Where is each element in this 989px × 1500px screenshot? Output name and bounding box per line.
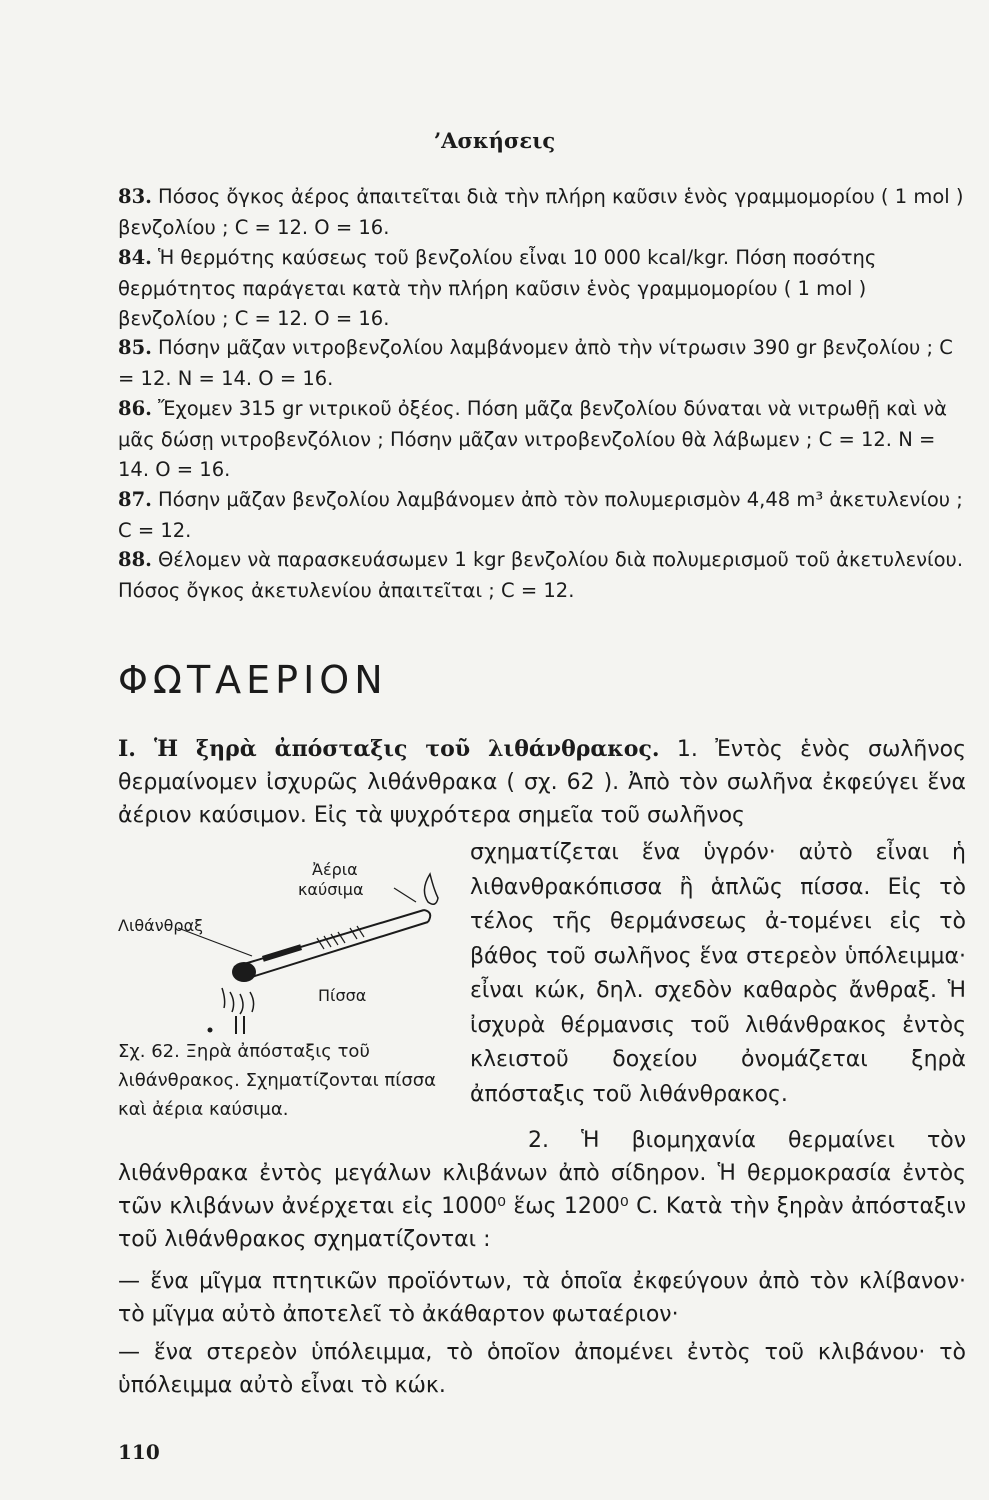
exercise-85 xyxy=(118,333,966,394)
section1-para2: 2. Ἡ βιομηχανία θερμαίνει τὸν λιθάνθρακα ἐντὸς μεγάλων κλιβάνων ἀπὸ σίδηρον. Ἡ θερμοκρασία ἐντὸς τῶν κλιβάνων ἀνέρχεται εἰς 1000⁰ ἕως 1200⁰ C. Κατὰ τὴν ξηρὰν ἀπόσταξιν τοῦ λιθάνθρακος σχηματίζονται : xyxy=(118,1128,966,1252)
exercise-88 xyxy=(118,545,966,606)
exercise-83 xyxy=(118,182,966,243)
section1-right-column: σχηματίζεται ἕνα ὑγρόν· αὐτὸ εἶναι ἡ λιθανθρακόπισσα ἢ ἁπλῶς πίσσα. Εἰς τὸ τέλος τῆς θερμάνσεως ἀ-τομένει εἰς τὸ βάθος τοῦ σωλῆνος ἕνα στερεὸν ὑπόλειμμα· εἶναι κώκ, δηλ. σχεδὸν καθαρὸς ἄνθραξ. Ἡ ἰσχυρὰ θέρμανσις τοῦ λιθάνθρακος ἐντὸς κλειστοῦ δοχείου ὀνομάζεται ξηρὰ ἀπόσταξις τοῦ λιθάνθρακος. xyxy=(470,840,966,1107)
exercise-number: 87. xyxy=(118,488,152,511)
exercise-number: 86. xyxy=(118,397,152,420)
figure-caption: Σχ. 62. Ξηρὰ ἀπόσταξις τοῦ λιθάνθρακος. Σχηματίζονται πίσσα καὶ ἀέρια καύσιμα. xyxy=(118,1041,437,1120)
exercise-number: 84. xyxy=(118,246,152,269)
label-coal: Λιθάνθραξ xyxy=(118,916,204,935)
exercise-text: Πόσος ὄγκος ἀέρος ἀπαιτεῖται διὰ τὴν πλήρη καῦσιν ἑνὸς γραμμομορίου ( 1 mol ) βενζολίου ; C = 12. O = 16. xyxy=(118,185,964,239)
exercise-86 xyxy=(118,394,966,486)
section-heading: ’Ασκήσεις xyxy=(433,128,556,153)
section1-intro xyxy=(118,733,966,832)
exercise-number: 83. xyxy=(118,185,152,208)
exercise-number: 85. xyxy=(118,336,152,359)
figure-62 xyxy=(112,852,452,1037)
label-gases-line1: Ἀέρια xyxy=(312,860,358,879)
exercise-87 xyxy=(118,485,966,546)
retort-illustration xyxy=(112,852,452,1037)
burner-flame-icon xyxy=(222,988,254,1014)
exercise-text: Ἔχομεν 315 gr νιτρικοῦ ὀξέος. Πόση μᾶζα βενζολίου δύναται νὰ νιτρωθῇ καὶ νὰ μᾶς δώσῃ νιτροβενζόλιον ; Πόσην μᾶζαν νιτροβενζολίου θὰ λάβωμεν ; C = 12. N = 14. O = 16. xyxy=(118,397,947,481)
exercise-84 xyxy=(118,243,966,335)
bullet-volatile-products: — ἕνα μῖγμα πτητικῶν προϊόντων, τὰ ὁποῖα ἐκφεύγουν ἀπὸ τὸν κλίβανον· τὸ μῖγμα αὐτὸ ἀποτελεῖ τὸ ἀκάθαρτον φωταέριον· xyxy=(118,1269,966,1327)
exercise-text: Ἡ θερμότης καύσεως τοῦ βενζολίου εἶναι 10 000 kcal/kgr. Πόση ποσότης θερμότητος παράγεται κατὰ τὴν πλήρη καῦσιν ἑνὸς γραμμομορίου ( 1 mol ) βενζολίου ; C = 12. O = 16. xyxy=(118,246,877,330)
exercise-number: 88. xyxy=(118,548,152,571)
page-number: 110 xyxy=(118,1440,160,1464)
exercise-text: Πόσην μᾶζαν βενζολίου λαμβάνομεν ἀπὸ τὸν πολυμερισμὸν 4,48 m³ ἀκετυλενίου ; C = 12. xyxy=(118,488,963,542)
label-tar: Πίσσα xyxy=(318,986,367,1005)
exercise-text: Θέλομεν νὰ παρασκευάσωμεν 1 kgr βενζολίου διὰ πολυμερισμοῦ τοῦ ἀκετυλενίου. Πόσος ὄγκος ἀκετυλενίου ἀπαιτεῖται ; C = 12. xyxy=(118,548,964,602)
exercise-text: Πόσην μᾶζαν νιτροβενζολίου λαμβάνομεν ἀπὸ τὴν νίτρωσιν 390 gr βενζολίου ; C = 12. N = 14. O = 16. xyxy=(118,336,953,390)
label-gases-line2: καύσιμα xyxy=(298,880,364,899)
chapter-title: ΦΩΤΑΕΡΙΟΝ xyxy=(118,658,388,702)
flame-icon xyxy=(424,874,438,904)
bullet-solid-residue: — ἕνα στερεὸν ὑπόλειμμα, τὸ ὁποῖον ἀπομένει ἐντὸς τοῦ κλιβάνου· τὸ ὑπόλειμμα αὐτὸ εἶναι τὸ κώκ. xyxy=(118,1340,966,1398)
section1-title: Ι. Ἡ ξηρὰ ἀπόσταξις τοῦ λιθάνθρακος. xyxy=(118,736,660,762)
section1-lead: 1. Ἐντὸς ἑνὸς σωλῆνος θερμαίνομεν ἰσχυρῶς λιθάνθρακα ( σχ. 62 ). Ἀπὸ τὸν σωλῆνα ἐκφεύγει ἕνα ἀέριον καύσιμον. Εἰς τὰ ψυχρότερα σημεῖα τοῦ σωλῆνος xyxy=(118,737,967,828)
